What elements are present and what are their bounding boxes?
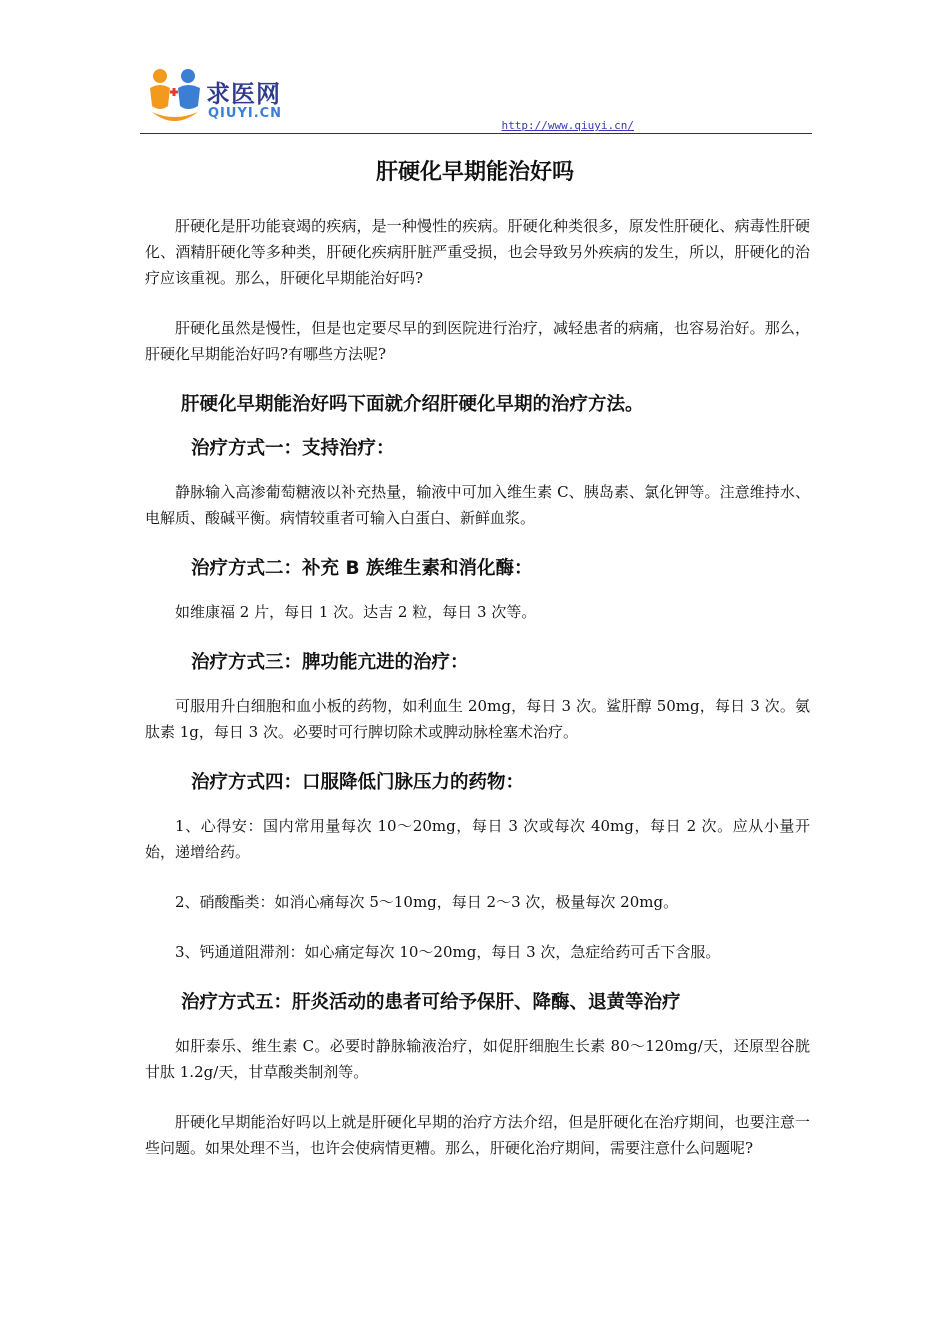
method-2-heading: 治疗方式二：补充 B 族维生素和消化酶：: [191, 558, 533, 579]
logo-figures-icon: [148, 66, 208, 130]
method-4-item-2: 2、硝酸酯类：如消心痛每次 5～10mg，每日 2～3 次，极量每次 20mg。: [175, 893, 679, 911]
section-heading: 肝硬化早期能治好吗下面就介绍肝硬化早期的治疗方法。: [181, 394, 644, 415]
intro-paragraph-2: 肝硬化虽然是慢性，但是也定要尽早的到医院进行治疗，减轻患者的病痛，也容易治好。那么，肝硬化早期能治好吗?有哪些方法呢?: [145, 319, 810, 363]
method-4-item-1: 1、心得安：国内常用量每次 10～20mg，每日 3 次或每次 40mg，每日 2 次。应从小量开始，递增给药。: [145, 817, 810, 861]
site-url-link[interactable]: http://www.qiuyi.cn/: [501, 119, 634, 132]
intro-paragraph-1: 肝硬化是肝功能衰竭的疾病，是一种慢性的疾病。肝硬化种类很多，原发性肝硬化、病毒性肝硬化、酒精肝硬化等多种类，肝硬化疾病肝脏严重受损，也会导致另外疾病的发生，所以，肝硬化的治疗应该重视。那么，肝硬化早期能治好吗?: [145, 217, 810, 287]
qiuyi-logo: [148, 66, 318, 130]
method-1-heading: 治疗方式一：支持治疗：: [191, 438, 395, 459]
method-2-paragraph: 如维康福 2 片，每日 1 次。达吉 2 粒，每日 3 次等。: [175, 603, 537, 621]
page-header: [140, 66, 812, 136]
method-4-heading: 治疗方式四：口服降低门脉压力的药物：: [191, 772, 525, 793]
article-body: [145, 213, 810, 1185]
closing-paragraph: 肝硬化早期能治好吗以上就是肝硬化早期的治疗方法介绍，但是肝硬化在治疗期间，也要注意一些问题。如果处理不当，也许会使病情更糟。那么，肝硬化治疗期间，需要注意什么问题呢?: [145, 1113, 810, 1157]
method-5-heading: 治疗方式五：肝炎活动的患者可给予保肝、降酶、退黄等治疗: [181, 992, 681, 1013]
logo-text-en: QIUYI.CN: [208, 106, 283, 121]
header-divider: [140, 133, 812, 134]
method-1-paragraph: 静脉输入高渗葡萄糖液以补充热量，输液中可加入维生素 C、胰岛素、氯化钾等。注意维持水、电解质、酸碱平衡。病情较重者可输入白蛋白、新鲜血浆。: [145, 483, 810, 527]
method-5-paragraph: 如肝泰乐、维生素 C。必要时静脉输液治疗，如促肝细胞生长素 80～120mg/天，还原型谷胱甘肽 1.2g/天，甘草酸类制剂等。: [145, 1037, 810, 1081]
article-title: 肝硬化早期能治好吗: [375, 160, 574, 185]
logo-text-cn: 求医网: [206, 80, 281, 108]
method-4-item-3: 3、钙通道阻滞剂：如心痛定每次 10～20mg，每日 3 次，急症给药可舌下含服。: [175, 943, 721, 961]
method-3-heading: 治疗方式三：脾功能亢进的治疗：: [191, 652, 469, 673]
method-3-paragraph: 可服用升白细胞和血小板的药物，如利血生 20mg，每日 3 次。鲨肝醇 50mg，每日 3 次。氨肽素 1g，每日 3 次。必要时可行脾切除术或脾动脉栓塞术治疗。: [145, 697, 810, 741]
